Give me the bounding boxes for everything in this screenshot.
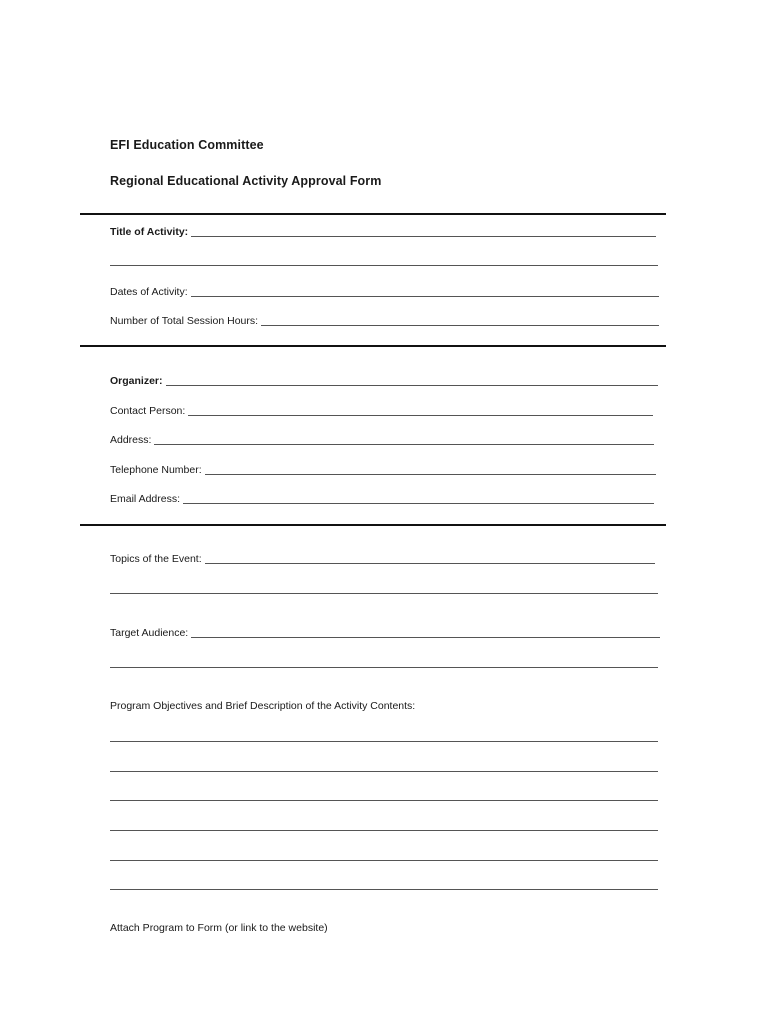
email-address-field[interactable] — [110, 491, 654, 507]
dates-of-activity-label: Dates of Activity: — [110, 286, 188, 298]
title-of-activity-continuation-line[interactable] — [110, 265, 658, 266]
address-label: Address: — [110, 434, 152, 446]
contact-person-line[interactable] — [188, 415, 653, 416]
email-address-label: Email Address: — [110, 493, 181, 505]
telephone-label: Telephone Number: — [110, 464, 202, 476]
section-divider — [80, 524, 666, 526]
topics-field[interactable] — [110, 551, 655, 567]
target-audience-field[interactable] — [110, 625, 660, 641]
topics-label: Topics of the Event: — [110, 553, 202, 565]
objectives-label: Program Objectives and Brief Description of the Activity Contents: — [110, 700, 416, 712]
address-line[interactable] — [154, 444, 654, 445]
objectives-line[interactable] — [110, 771, 658, 772]
committee-heading: EFI Education Committee — [110, 138, 264, 152]
telephone-field[interactable] — [110, 462, 656, 478]
dates-of-activity-line[interactable] — [191, 296, 659, 297]
section-divider — [80, 345, 666, 347]
session-hours-field[interactable] — [110, 313, 659, 329]
objectives-line[interactable] — [110, 860, 658, 861]
title-of-activity-label: Title of Activity: — [110, 226, 189, 238]
title-of-activity-line[interactable] — [191, 236, 656, 237]
organizer-field[interactable] — [110, 373, 658, 389]
topics-line[interactable] — [205, 563, 655, 564]
topics-continuation-line[interactable] — [110, 593, 658, 594]
form-title: Regional Educational Activity Approval Form — [110, 174, 382, 188]
objectives-line[interactable] — [110, 741, 658, 742]
session-hours-line[interactable] — [261, 325, 659, 326]
email-address-line[interactable] — [183, 503, 654, 504]
objectives-line[interactable] — [110, 830, 658, 831]
address-field[interactable] — [110, 432, 654, 448]
objectives-line[interactable] — [110, 800, 658, 801]
title-of-activity-field[interactable] — [110, 224, 656, 240]
section-divider — [80, 213, 666, 215]
session-hours-label: Number of Total Session Hours: — [110, 315, 259, 327]
target-audience-continuation-line[interactable] — [110, 667, 658, 668]
objectives-line[interactable] — [110, 889, 658, 890]
organizer-label: Organizer: — [110, 375, 163, 387]
contact-person-label: Contact Person: — [110, 405, 186, 417]
target-audience-line[interactable] — [191, 637, 660, 638]
attach-program-note: Attach Program to Form (or link to the website) — [110, 922, 328, 934]
telephone-line[interactable] — [205, 474, 656, 475]
target-audience-label: Target Audience: — [110, 627, 189, 639]
dates-of-activity-field[interactable] — [110, 284, 659, 300]
organizer-line[interactable] — [166, 385, 658, 386]
contact-person-field[interactable] — [110, 403, 653, 419]
